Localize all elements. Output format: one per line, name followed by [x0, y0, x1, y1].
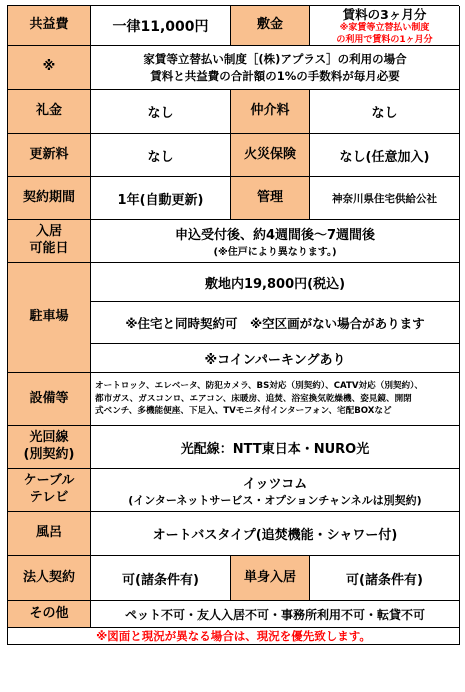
parking-line-3: ※コインパーキングあり	[91, 344, 460, 373]
setsubi-value	[91, 373, 460, 426]
kasai-label: 火災保険	[231, 134, 310, 177]
cable-value	[91, 469, 460, 512]
furo-label: 風呂	[8, 512, 91, 556]
hikari-label-2: (別契約)	[23, 447, 75, 462]
furo-value: オートバスタイプ(追焚機能・シャワー付)	[91, 512, 460, 556]
chukai-value: なし	[310, 90, 460, 134]
nyukyo-label-1: 入居	[35, 224, 62, 240]
hojin-value: 可(諸条件有)	[91, 556, 231, 601]
cable-main: イッツコム	[242, 476, 308, 492]
shikikin-value	[310, 6, 460, 46]
shikikin-main: 賃料の3ヶ月分	[342, 7, 427, 23]
parking-line-1: 敷地内19,800円(税込)	[91, 263, 460, 302]
tanshin-label: 単身入居	[231, 556, 310, 601]
cable-label-2: テレビ	[29, 490, 69, 505]
kasai-value: なし(任意加入)	[310, 134, 460, 177]
kanri-label: 管理	[231, 177, 310, 220]
hikari-value: 光配線：NTT東日本・NURO光	[91, 426, 460, 469]
property-info-table	[7, 5, 459, 645]
setsubi-line-2: 都市ガス、ガスコンロ、エアコン、床暖房、追焚、浴室換気乾燥機、姿見鏡、開閉	[95, 393, 412, 404]
cable-label-1: ケーブル	[23, 473, 75, 489]
parking-label: 駐車場	[8, 263, 91, 373]
cable-note: (インターネットサービス・オプションチャンネルは別契約)	[128, 493, 422, 507]
tanshin-value: 可(諸条件有)	[310, 556, 460, 601]
kyoeki-label: 共益費	[8, 6, 91, 46]
setsubi-label: 設備等	[8, 373, 91, 426]
nyukyo-note: (※住戸により異なります。)	[213, 247, 337, 258]
shikikin-label: 敷金	[231, 6, 310, 46]
sonota-label: その他	[8, 601, 91, 628]
nyukyo-label-2: 可能日	[29, 241, 69, 256]
keiyaku-value: 1年(自動更新)	[91, 177, 231, 220]
setsubi-line-1: オートロック、エレベータ、防犯カメラ、BS対応（別契約）、CATV対応（別契約）、	[95, 380, 424, 391]
hikari-label-1: 光回線	[29, 430, 69, 446]
nyukyo-main: 申込受付後、約4週間後～7週間後	[174, 228, 376, 243]
reikin-label: 礼金	[8, 90, 91, 134]
koshin-value: なし	[91, 134, 231, 177]
guarantee-line-2: 賃料と共益費の合計額の1%の手数料が毎月必要	[150, 68, 400, 83]
hojin-label: 法人契約	[8, 556, 91, 601]
guarantee-line-1: 家賃等立替払い制度［(株)アプラス］の利用の場合	[143, 51, 407, 66]
setsubi-line-3: 式ベンチ、多機能便座、下足入、TVモニタ付インターフォン、宅配BOXなど	[95, 406, 392, 417]
kyoeki-value: 一律11,000円	[91, 6, 231, 46]
nyukyo-label	[8, 220, 91, 263]
sonota-value: ペット不可・友人入居不可・事務所利用不可・転貸不可	[91, 601, 460, 628]
kanri-value: 神奈川県住宅供給公社	[310, 177, 460, 220]
guarantee-value	[91, 46, 460, 90]
keiyaku-label: 契約期間	[8, 177, 91, 220]
koshin-label: 更新料	[8, 134, 91, 177]
cable-label	[8, 469, 91, 512]
parking-line-2: ※住宅と同時契約可 ※空区画がない場合があります	[91, 302, 460, 344]
nyukyo-value	[91, 220, 460, 263]
shikikin-note-2: の利用で賃料の1ヶ月分	[336, 34, 433, 45]
guarantee-label: ※	[8, 46, 91, 90]
hikari-label	[8, 426, 91, 469]
footer-note: ※図面と現況が異なる場合は、現況を優先致します。	[8, 628, 460, 645]
chukai-label: 仲介料	[231, 90, 310, 134]
reikin-value: なし	[91, 90, 231, 134]
shikikin-note-1: ※家賃等立替払い制度	[339, 23, 430, 34]
